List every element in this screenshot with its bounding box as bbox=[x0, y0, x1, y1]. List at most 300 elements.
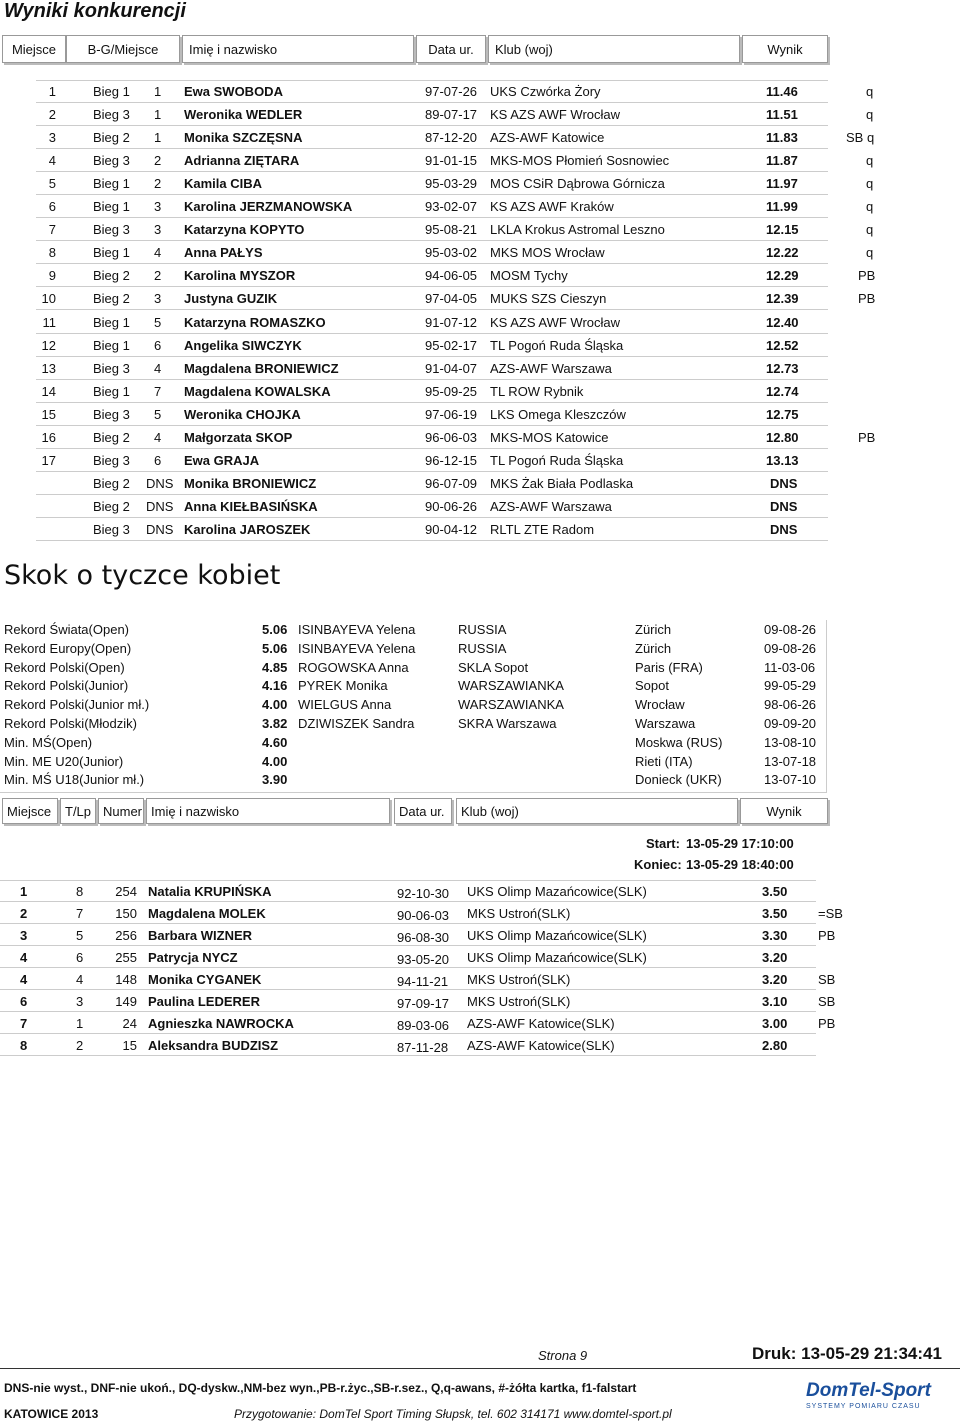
cell-lp: 2 bbox=[76, 1038, 84, 1053]
cell-heat: Bieg 3 bbox=[93, 107, 130, 123]
table-row bbox=[0, 968, 880, 990]
table-row bbox=[0, 264, 880, 287]
cell-pos: DNS bbox=[146, 498, 174, 514]
cell-dob: 95-03-29 bbox=[425, 176, 478, 192]
cell-note: PB bbox=[818, 928, 836, 943]
cell-num: 150 bbox=[115, 906, 137, 921]
cell-note: q bbox=[866, 222, 874, 238]
cell-pos: 1 bbox=[154, 130, 162, 146]
header-place: Miejsce bbox=[2, 35, 66, 63]
cell-name: Paulina LEDERER bbox=[148, 994, 260, 1009]
table-row bbox=[0, 126, 880, 149]
cell-result: DNS bbox=[770, 521, 798, 537]
record-date: 13-07-10 bbox=[764, 772, 817, 788]
cell-lp: 1 bbox=[76, 1016, 84, 1031]
cell-dob: 92-10-30 bbox=[397, 886, 450, 901]
cell-pos: 6 bbox=[154, 452, 162, 468]
cell-club: MKS-MOS Katowice bbox=[490, 429, 609, 445]
record-date: 09-08-26 bbox=[764, 640, 817, 656]
header-name: Imię i nazwisko bbox=[146, 798, 390, 824]
cell-result: 12.15 bbox=[766, 222, 799, 238]
cell-result: DNS bbox=[770, 475, 798, 491]
header-dob: Data ur. bbox=[416, 35, 486, 63]
cell-name: Natalia KRUPIŃSKA bbox=[148, 884, 272, 899]
cell-result: 12.74 bbox=[766, 383, 799, 399]
table-row bbox=[0, 103, 880, 126]
cell-club: MOSM Tychy bbox=[490, 268, 568, 284]
record-mark: 3.90 bbox=[262, 772, 288, 788]
header-name: Imię i nazwisko bbox=[182, 35, 414, 63]
cell-place: 7 bbox=[48, 222, 56, 238]
table-row bbox=[0, 880, 880, 902]
table-row bbox=[0, 924, 880, 946]
cell-place: 6 bbox=[20, 994, 28, 1009]
record-label: Rekord Świata(Open) bbox=[4, 622, 129, 637]
cell-heat: Bieg 2 bbox=[93, 498, 130, 514]
cell-heat: Bieg 3 bbox=[93, 360, 130, 376]
cell-pos: 1 bbox=[154, 107, 162, 123]
record-place: Zürich bbox=[635, 622, 672, 637]
cell-dob: 91-07-12 bbox=[425, 314, 478, 330]
cell-result: 11.87 bbox=[766, 153, 798, 169]
cell-result: 13.13 bbox=[766, 452, 799, 468]
cell-dob: 95-09-25 bbox=[425, 383, 478, 399]
cell-name: Barbara WIZNER bbox=[148, 928, 253, 943]
cell-heat: Bieg 3 bbox=[93, 153, 130, 169]
cell-name: Katarzyna ROMASZKO bbox=[184, 314, 326, 330]
cell-heat: Bieg 1 bbox=[93, 383, 130, 399]
cell-result: 12.29 bbox=[766, 268, 799, 284]
table-row bbox=[0, 403, 880, 426]
cell-num: 254 bbox=[115, 884, 137, 899]
cell-place: 8 bbox=[20, 1038, 28, 1053]
cell-pos: 5 bbox=[154, 314, 162, 330]
cell-pos: 4 bbox=[154, 429, 162, 445]
record-mark: 5.06 bbox=[262, 640, 288, 656]
cell-note: q bbox=[866, 107, 874, 123]
record-holder: WIELGUS Anna bbox=[298, 697, 392, 713]
table-row bbox=[0, 311, 880, 334]
cell-result: 2.80 bbox=[762, 1038, 788, 1053]
cell-club: RLTL ZTE Radom bbox=[490, 521, 595, 537]
cell-pos: DNS bbox=[146, 521, 174, 537]
record-label: Min. ME U20(Junior) bbox=[4, 753, 124, 769]
record-place: Donieck (UKR) bbox=[635, 772, 722, 788]
record-club: RUSSIA bbox=[458, 622, 507, 637]
record-label: Rekord Polski(Młodzik) bbox=[4, 716, 137, 731]
table-row bbox=[0, 449, 880, 472]
cell-dob: 94-11-21 bbox=[397, 974, 449, 989]
cell-name: Magdalena BRONIEWICZ bbox=[184, 360, 339, 376]
cell-club: LKS Omega Kleszczów bbox=[490, 406, 626, 422]
cell-heat: Bieg 2 bbox=[93, 291, 130, 307]
cell-note: q bbox=[866, 245, 874, 261]
table-row bbox=[0, 990, 880, 1012]
record-holder: DZIWISZEK Sandra bbox=[298, 716, 415, 731]
cell-club: MKS Żak Biała Podlaska bbox=[490, 475, 634, 491]
record-date: 09-08-26 bbox=[764, 622, 817, 637]
cell-heat: Bieg 3 bbox=[93, 406, 130, 422]
cell-dob: 91-01-15 bbox=[425, 153, 478, 169]
record-label: Min. MŚ(Open) bbox=[4, 734, 93, 750]
cell-place: 8 bbox=[48, 245, 56, 261]
cell-pos: 4 bbox=[154, 360, 162, 376]
table-row bbox=[0, 1034, 880, 1056]
table-row bbox=[0, 472, 880, 495]
cell-pos: 3 bbox=[154, 199, 162, 215]
cell-result: DNS bbox=[770, 498, 798, 514]
cell-club: MKS Ustroń(SLK) bbox=[467, 994, 571, 1009]
cell-place: 9 bbox=[48, 268, 56, 284]
record-place: Sopot bbox=[635, 678, 669, 694]
cell-pos: 2 bbox=[154, 268, 162, 284]
cell-club: TL Pogoń Ruda Śląska bbox=[490, 452, 624, 468]
cell-note: PB bbox=[858, 291, 876, 307]
cell-pos: 6 bbox=[154, 337, 162, 353]
cell-name: Patrycja NYCZ bbox=[148, 950, 238, 965]
record-place: Warszawa bbox=[635, 716, 696, 731]
cell-result: 12.75 bbox=[766, 406, 799, 422]
cell-pos: 3 bbox=[154, 222, 162, 238]
cell-name: Justyna GUZIK bbox=[184, 291, 278, 307]
cell-place: 17 bbox=[41, 452, 56, 468]
cell-club: MKS-MOS Płomień Sosnowiec bbox=[490, 153, 670, 169]
cell-dob: 93-02-07 bbox=[425, 199, 478, 215]
cell-note: PB bbox=[818, 1016, 836, 1031]
header-dob: Data ur. bbox=[394, 798, 452, 824]
row-divider bbox=[0, 1055, 816, 1056]
logo-subtext: SYSTEMY POMIARU CZASU bbox=[806, 1403, 921, 1410]
row-divider-top bbox=[0, 880, 816, 881]
record-mark: 4.00 bbox=[262, 753, 288, 769]
cell-name: Weronika CHOJKA bbox=[184, 406, 301, 422]
cell-place: 4 bbox=[48, 153, 56, 169]
cell-club: AZS-AWF Katowice(SLK) bbox=[467, 1016, 615, 1031]
table-row bbox=[0, 380, 880, 403]
cell-dob: 90-04-12 bbox=[425, 521, 478, 537]
record-club: RUSSIA bbox=[458, 640, 507, 656]
cell-result: 12.22 bbox=[766, 245, 799, 261]
table-row bbox=[0, 357, 880, 380]
cell-place: 11 bbox=[42, 314, 56, 330]
cell-dob: 97-04-05 bbox=[425, 291, 478, 307]
record-date: 99-05-29 bbox=[764, 678, 817, 694]
record-mark: 4.85 bbox=[262, 659, 288, 675]
cell-place: 2 bbox=[20, 906, 28, 921]
cell-place: 14 bbox=[41, 383, 56, 399]
cell-dob: 87-11-28 bbox=[397, 1040, 449, 1055]
record-holder: ISINBAYEVA Yelena bbox=[298, 640, 416, 656]
record-date: 13-07-18 bbox=[764, 753, 817, 769]
cell-club: MOS CSiR Dąbrowa Górnicza bbox=[490, 176, 665, 192]
domtel-logo bbox=[806, 1380, 956, 1420]
record-holder: ISINBAYEVA Yelena bbox=[298, 622, 416, 637]
cell-result: 3.10 bbox=[762, 994, 788, 1009]
cell-club: UKS Olimp Mazańcowice(SLK) bbox=[467, 884, 647, 899]
cell-result: 3.00 bbox=[762, 1016, 788, 1031]
record-date: 13-08-10 bbox=[764, 734, 817, 750]
cell-note: SB bbox=[818, 972, 836, 987]
record-label: Rekord Polski(Open) bbox=[4, 659, 125, 675]
cell-note: q bbox=[866, 176, 874, 192]
cell-note: q bbox=[866, 153, 874, 169]
cell-name: Kamila CIBA bbox=[184, 176, 263, 192]
page-number: Strona 9 bbox=[538, 1348, 588, 1363]
cell-heat: Bieg 1 bbox=[93, 337, 130, 353]
cell-dob: 97-06-19 bbox=[425, 406, 478, 422]
cell-place: 13 bbox=[41, 360, 56, 376]
cell-place: 7 bbox=[20, 1016, 28, 1031]
cell-place: 10 bbox=[41, 291, 56, 307]
record-club: SKRA Warszawa bbox=[458, 716, 557, 731]
cell-result: 3.20 bbox=[762, 950, 788, 965]
cell-dob: 95-08-21 bbox=[425, 222, 478, 238]
cell-club: UKS Olimp Mazańcowice(SLK) bbox=[467, 950, 647, 965]
cell-name: Katarzyna KOPYTO bbox=[184, 222, 305, 238]
cell-pos: DNS bbox=[146, 475, 174, 491]
cell-place: 3 bbox=[20, 928, 28, 943]
row-divider-top bbox=[36, 80, 828, 81]
cell-place: 4 bbox=[20, 972, 28, 987]
cell-club: MUKS SZS Cieszyn bbox=[490, 291, 607, 307]
cell-dob: 89-07-17 bbox=[425, 107, 478, 123]
table-row bbox=[0, 426, 880, 449]
cell-note: q bbox=[866, 84, 874, 99]
table-row bbox=[0, 902, 880, 924]
table-row bbox=[0, 518, 880, 541]
table-row bbox=[0, 495, 880, 518]
record-holder: ROGOWSKA Anna bbox=[298, 659, 409, 675]
cell-result: 11.83 bbox=[766, 130, 798, 146]
record-club: WARSZAWIANKA bbox=[458, 697, 564, 713]
cell-num: 256 bbox=[115, 928, 137, 943]
cell-name: Monika CYGANEK bbox=[148, 972, 262, 987]
cell-result: 12.52 bbox=[766, 337, 799, 353]
cell-dob: 90-06-26 bbox=[425, 498, 478, 514]
cell-pos: 4 bbox=[154, 245, 162, 261]
cell-name: Karolina JAROSZEK bbox=[184, 521, 311, 537]
cell-pos: 2 bbox=[154, 153, 162, 169]
start-label: Start: bbox=[646, 836, 680, 851]
cell-club: UKS Olimp Mazańcowice(SLK) bbox=[467, 928, 647, 943]
cell-note: PB bbox=[858, 429, 876, 445]
cell-lp: 8 bbox=[76, 884, 84, 899]
cell-name: Małgorzata SKOP bbox=[184, 429, 293, 445]
cell-num: 149 bbox=[115, 994, 137, 1009]
cell-heat: Bieg 2 bbox=[93, 429, 130, 445]
cell-club: AZS-AWF Katowice(SLK) bbox=[467, 1038, 615, 1053]
cell-note: PB bbox=[858, 268, 876, 284]
legend-text: DNS-nie wyst., DNF-nie ukoń., DQ-dyskw.,NM-bez wyn.,PB-r.życ.,SB-r.sez., Q,q-awans, #-żółta kartka, f1-falstart bbox=[4, 1381, 637, 1395]
cell-club: AZS-AWF Warszawa bbox=[490, 360, 612, 376]
cell-place: 4 bbox=[20, 950, 28, 965]
cell-place: 12 bbox=[41, 337, 56, 353]
cell-note: SB q bbox=[846, 130, 875, 146]
record-mark: 3.82 bbox=[262, 716, 288, 731]
cell-place: 2 bbox=[48, 107, 56, 123]
cell-club: KS AZS AWF Wrocław bbox=[490, 314, 621, 330]
cell-name: Monika SZCZĘSNA bbox=[184, 130, 303, 146]
cell-result: 11.51 bbox=[766, 107, 798, 123]
cell-club: MKS Ustroń(SLK) bbox=[467, 972, 571, 987]
cell-result: 12.80 bbox=[766, 429, 799, 445]
record-place: Zürich bbox=[635, 640, 672, 656]
page-title: Wyniki konkurencji bbox=[4, 0, 186, 22]
header-place: Miejsce bbox=[2, 798, 58, 824]
cell-club: KS AZS AWF Kraków bbox=[490, 199, 614, 215]
cell-name: Aleksandra BUDZISZ bbox=[148, 1038, 279, 1053]
cell-dob: 97-07-26 bbox=[425, 84, 478, 99]
cell-heat: Bieg 2 bbox=[93, 475, 130, 491]
cell-name: Anna PAŁYS bbox=[184, 245, 263, 261]
record-place: Wrocław bbox=[635, 697, 685, 713]
header-result: Wynik bbox=[742, 35, 828, 63]
cell-result: 12.73 bbox=[766, 360, 799, 376]
cell-result: 11.99 bbox=[766, 199, 798, 215]
cell-result: 3.30 bbox=[762, 928, 788, 943]
cell-dob: 96-08-30 bbox=[397, 930, 450, 945]
cell-result: 3.50 bbox=[762, 884, 788, 899]
cell-result: 12.40 bbox=[766, 314, 799, 330]
table-row bbox=[0, 80, 880, 103]
record-date: 09-09-20 bbox=[764, 716, 817, 731]
cell-lp: 7 bbox=[76, 906, 84, 921]
cell-pos: 7 bbox=[154, 383, 162, 399]
table-row bbox=[0, 241, 880, 264]
record-label: Rekord Polski(Junior mł.) bbox=[4, 697, 150, 713]
cell-club: AZS-AWF Warszawa bbox=[490, 498, 612, 514]
record-place: Moskwa (RUS) bbox=[635, 734, 723, 750]
table-row bbox=[0, 334, 880, 357]
cell-pos: 3 bbox=[154, 291, 162, 307]
cell-pos: 2 bbox=[154, 176, 162, 192]
event-name: KATOWICE 2013 bbox=[4, 1407, 99, 1421]
cell-heat: Bieg 2 bbox=[93, 268, 130, 284]
cell-heat: Bieg 1 bbox=[93, 84, 130, 99]
cell-name: Ewa GRAJA bbox=[184, 452, 260, 468]
cell-name: Agnieszka NAWROCKA bbox=[148, 1016, 294, 1031]
cell-lp: 3 bbox=[76, 994, 84, 1009]
end-time: 13-05-29 18:40:00 bbox=[686, 857, 794, 872]
record-mark: 4.00 bbox=[262, 697, 288, 713]
table-row bbox=[0, 149, 880, 172]
cell-name: Anna KIEŁBASIŃSKA bbox=[184, 498, 318, 514]
cell-club: TL ROW Rybnik bbox=[490, 383, 584, 399]
cell-name: Karolina MYSZOR bbox=[184, 268, 296, 284]
print-timestamp: Druk: 13-05-29 21:34:41 bbox=[752, 1344, 942, 1363]
cell-name: Magdalena KOWALSKA bbox=[184, 383, 331, 399]
cell-heat: Bieg 3 bbox=[93, 521, 130, 537]
cell-place: 5 bbox=[48, 176, 56, 192]
record-mark: 4.16 bbox=[262, 678, 288, 694]
cell-dob: 96-12-15 bbox=[425, 452, 478, 468]
cell-pos: 1 bbox=[154, 84, 162, 99]
record-place: Rieti (ITA) bbox=[635, 753, 693, 769]
cell-dob: 95-03-02 bbox=[425, 245, 478, 261]
cell-heat: Bieg 2 bbox=[93, 130, 130, 146]
cell-club: MKS MOS Wrocław bbox=[490, 245, 605, 261]
cell-dob: 87-12-20 bbox=[425, 130, 478, 146]
cell-dob: 95-02-17 bbox=[425, 337, 478, 353]
header-lp: T/Lp bbox=[60, 798, 96, 824]
header-club: Klub (woj) bbox=[488, 35, 740, 63]
cell-num: 255 bbox=[115, 950, 137, 965]
record-place: Paris (FRA) bbox=[635, 659, 703, 675]
credit-text: Przygotowanie: DomTel Sport Timing Słupsk, tel. 602 314171 www.domtel-sport.pl bbox=[234, 1407, 672, 1421]
record-date: 98-06-26 bbox=[764, 697, 817, 713]
cell-place: 1 bbox=[48, 84, 56, 99]
cell-club: MKS Ustroń(SLK) bbox=[467, 906, 571, 921]
cell-pos: 5 bbox=[154, 406, 162, 422]
record-label: Rekord Polski(Junior) bbox=[4, 678, 129, 694]
cell-club: UKS Czwórka Żory bbox=[490, 84, 601, 99]
cell-club: KS AZS AWF Wrocław bbox=[490, 107, 621, 123]
cell-name: Magdalena MOLEK bbox=[148, 906, 266, 921]
start-time: 13-05-29 17:10:00 bbox=[686, 836, 794, 851]
cell-name: Ewa SWOBODA bbox=[184, 84, 283, 99]
record-holder: PYREK Monika bbox=[298, 678, 388, 694]
table-row bbox=[0, 287, 880, 310]
logo-text: DomTel-Sport bbox=[806, 1380, 931, 1401]
cell-place: 1 bbox=[20, 884, 28, 899]
cell-result: 3.50 bbox=[762, 906, 788, 921]
cell-heat: Bieg 1 bbox=[93, 245, 130, 261]
cell-dob: 90-06-03 bbox=[397, 908, 450, 923]
cell-dob: 94-06-05 bbox=[425, 268, 478, 284]
table-row bbox=[0, 218, 880, 241]
cell-place: 6 bbox=[48, 199, 56, 215]
cell-result: 3.20 bbox=[762, 972, 788, 987]
cell-result: 11.97 bbox=[766, 176, 798, 192]
cell-result: 11.46 bbox=[766, 84, 798, 99]
cell-name: Monika BRONIEWICZ bbox=[184, 475, 317, 491]
cell-heat: Bieg 1 bbox=[93, 176, 130, 192]
cell-lp: 4 bbox=[76, 972, 84, 987]
cell-heat: Bieg 3 bbox=[93, 222, 130, 238]
record-club: SKLA Sopot bbox=[458, 659, 529, 675]
cell-club: AZS-AWF Katowice bbox=[490, 130, 605, 146]
footer-divider bbox=[0, 1368, 960, 1369]
header-result: Wynik bbox=[740, 798, 828, 824]
table-row bbox=[0, 195, 880, 218]
header-heat: B-G/Miejsce bbox=[66, 35, 180, 63]
cell-place: 15 bbox=[41, 406, 56, 422]
cell-num: 24 bbox=[122, 1016, 137, 1031]
cell-heat: Bieg 1 bbox=[93, 314, 130, 330]
cell-name: Adrianna ZIĘTARA bbox=[184, 153, 300, 169]
cell-club: LKLA Krokus Astromal Leszno bbox=[490, 222, 665, 238]
cell-dob: 96-06-03 bbox=[425, 429, 478, 445]
record-mark: 4.60 bbox=[262, 734, 288, 750]
table-row bbox=[0, 1012, 880, 1034]
cell-dob: 93-05-20 bbox=[397, 952, 450, 967]
cell-place: 16 bbox=[41, 429, 56, 445]
record-label: Min. MŚ U18(Junior mł.) bbox=[4, 772, 145, 788]
row-divider bbox=[36, 540, 828, 541]
record-label: Rekord Europy(Open) bbox=[4, 640, 132, 656]
cell-lp: 6 bbox=[76, 950, 84, 965]
cell-dob: 89-03-06 bbox=[397, 1018, 450, 1033]
cell-result: 12.39 bbox=[766, 291, 799, 307]
cell-note: SB bbox=[818, 994, 836, 1009]
cell-lp: 5 bbox=[76, 928, 84, 943]
cell-dob: 91-04-07 bbox=[425, 360, 478, 376]
end-label: Koniec: bbox=[634, 857, 682, 872]
cell-name: Karolina JERZMANOWSKA bbox=[184, 199, 353, 215]
header-club: Klub (woj) bbox=[456, 798, 738, 824]
section-title: Skok o tyczce kobiet bbox=[4, 560, 281, 591]
record-club: WARSZAWIANKA bbox=[458, 678, 564, 694]
